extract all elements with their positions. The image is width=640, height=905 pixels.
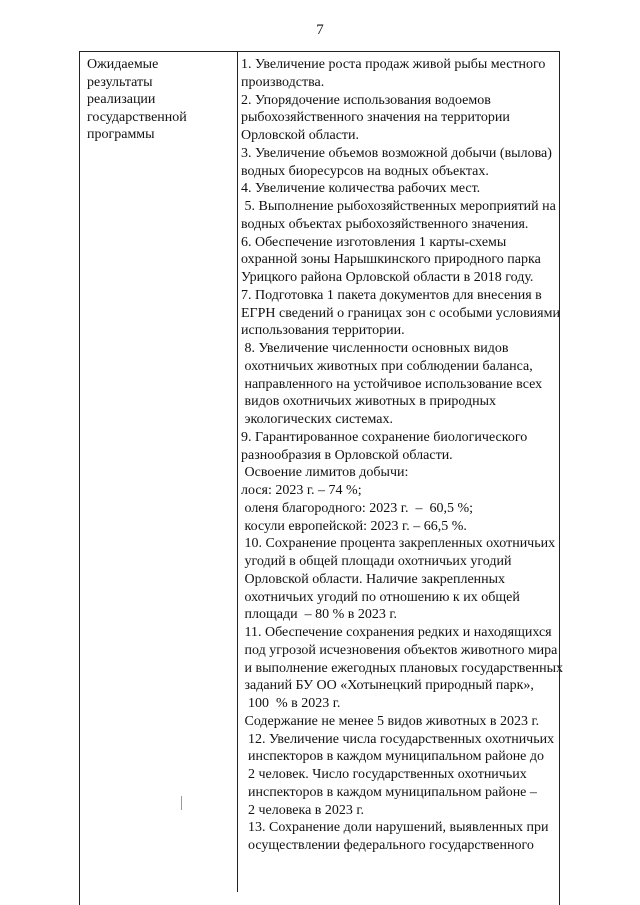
result-text-line: направленного на устойчивое использование всех: [241, 376, 543, 392]
result-text-line: ЕГРН сведений о границах зон с особыми условиями: [241, 305, 560, 321]
result-text-line: Содержание не менее 5 видов животных в 2023 г.: [241, 713, 540, 729]
result-text-line: использования территории.: [241, 323, 405, 339]
row-label-cell: [87, 56, 235, 144]
result-text-line: рыбохозяйственного значения на территории: [241, 110, 510, 126]
result-text-line: оленя благородного: 2023 г. – 60,5 %;: [241, 500, 474, 516]
result-text-line: косули европейской: 2023 г. – 66,5 %.: [241, 518, 467, 534]
result-text-line: осуществлении федерального государственного: [241, 838, 534, 853]
expected-results-cell: [241, 56, 564, 855]
result-text-line: охранной зоны Нарышкинского природного парка: [241, 252, 541, 268]
result-text-line: видов охотничьих животных в природных: [241, 394, 497, 410]
result-text-line: 10. Сохранение процента закрепленных охотничьих: [241, 536, 556, 552]
result-text-line: 100 % в 2023 г.: [241, 696, 341, 711]
result-text-line: и выполнение ежегодных плановых государственных: [241, 660, 564, 676]
result-text-line: под угрозой исчезновения объектов животного мира: [241, 642, 558, 658]
result-text-line: 12. Увеличение числа государственных охотничьих: [241, 731, 555, 747]
result-text-line: 1. Увеличение роста продаж живой рыбы местного: [241, 57, 546, 72]
result-text-line: лося: 2023 г. – 74 %;: [241, 483, 362, 498]
result-text-line: площади – 80 % в 2023 г.: [241, 607, 398, 623]
result-text-line: 2 человек. Число государственных охотничьих: [241, 767, 527, 782]
row-label-line: государственной: [87, 109, 187, 125]
result-text-line: 13. Сохранение доли нарушений, выявленных при: [241, 820, 549, 836]
program-table: [79, 51, 564, 905]
result-text-line: 8. Увеличение численности основных видов: [241, 341, 509, 356]
result-text-line: охотничьих угодий по отношению к их общей: [241, 589, 520, 605]
result-text-line: экологических системах.: [241, 412, 393, 427]
row-label-line: Ожидаемые: [87, 57, 159, 72]
result-text-line: Освоение лимитов добычи:: [241, 465, 409, 481]
result-text-line: инспекторов в каждом муниципальном районе –: [241, 784, 537, 800]
page-number: 7: [316, 22, 324, 38]
result-text-line: 11. Обеспечение сохранения редких и находящихся: [241, 625, 552, 640]
result-text-line: угодий в общей площади охотничьих угодий: [241, 554, 512, 569]
row-label-line: результаты: [87, 74, 153, 90]
result-text-line: 6. Обеспечение изготовления 1 карты-схемы: [241, 234, 507, 250]
result-text-line: 5. Выполнение рыбохозяйственных мероприятий на: [241, 199, 556, 214]
result-text-line: водных биоресурсов на водных объектах.: [241, 163, 489, 179]
result-text-line: Орловской области. Наличие закрепленных: [241, 571, 506, 587]
result-text-line: 2 человека в 2023 г.: [241, 802, 365, 818]
result-text-line: охотничьих животных при соблюдении баланса,: [241, 358, 533, 374]
result-text-line: водных объектах рыбохозяйственного значения.: [241, 216, 529, 232]
scan-artifact-mark: [181, 796, 182, 810]
result-text-line: 2. Упорядочение использования водоемов: [241, 92, 491, 108]
result-text-line: Урицкого района Орловской области в 2018 году.: [241, 270, 534, 285]
result-text-line: 4. Увеличение количества рабочих мест.: [241, 181, 481, 197]
result-text-line: Орловской области.: [241, 128, 360, 143]
result-text-line: производства.: [241, 74, 325, 90]
row-label-line: реализации: [87, 92, 156, 108]
result-text-line: 9. Гарантированное сохранение биологического: [241, 429, 528, 445]
row-label-line: программы: [87, 127, 155, 143]
result-text-line: заданий БУ ОО «Хотынецкий природный парк»,: [241, 678, 534, 694]
column-divider: [237, 52, 238, 892]
result-text-line: инспекторов в каждом муниципальном районе до: [241, 749, 545, 765]
result-text-line: 3. Увеличение объемов возможной добычи (вылова): [241, 145, 552, 161]
result-text-line: разнообразия в Орловской области.: [241, 447, 453, 463]
result-text-line: 7. Подготовка 1 пакета документов для внесения в: [241, 287, 542, 303]
